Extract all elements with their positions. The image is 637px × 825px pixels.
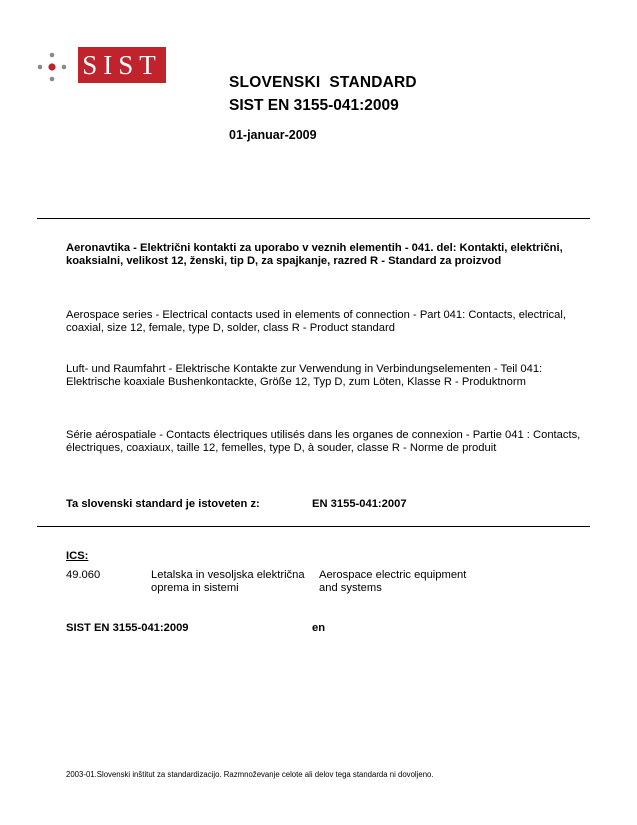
logo-text: SIST — [82, 50, 162, 80]
identical-value: EN 3155-041:2007 — [312, 498, 407, 510]
copyright-footer: 2003-01.Slovenski inštitut za standardizacijo. Razmnoževanje celote ali delov tega standarda ni dovoljeno. — [66, 770, 434, 779]
ics-heading: ICS: — [66, 550, 89, 562]
top-divider — [37, 218, 590, 219]
standard-heading: SLOVENSKI STANDARD — [229, 74, 417, 91]
standard-number: SIST EN 3155-041:2009 — [229, 97, 399, 114]
standard-language: en — [312, 622, 326, 634]
ics-code: 49.060 — [66, 569, 101, 581]
publication-date: 01-januar-2009 — [229, 128, 317, 142]
bottom-divider — [37, 526, 590, 527]
title-english: Aerospace series - Electrical contacts used in elements of connection - Part 041: Contacts, electrical, coaxial, size 12, female, type D, solder, class R - Product standard — [66, 309, 566, 334]
title-french: Série aérospatiale - Contacts électriques utilisés dans les organes de connexion - Partie 041 : Contacts, électriques, coaxiaux, taille 12, femelles, type D, à souder, classe R - Norme de produit — [66, 429, 581, 454]
title-slovenian: Aeronavtika - Električni kontakti za uporabo v veznih elementih - 041. del: Kontakti, električni, koaksialni, velikost 12, ženski, tip D, za spajkanje, razred R - Standard za proizvod — [66, 242, 563, 267]
standard-code: SIST EN 3155-041:2009 — [66, 622, 189, 634]
title-german: Luft- und Raumfahrt - Elektrische Kontakte zur Verwendung in Verbindungselementen - Teil 041: Elektrische koaxiale Bushenkontackte, Größe 12, Typ D, zum Löten, Klasse R - Produktnorm — [66, 363, 543, 388]
logo-dots-icon — [36, 52, 76, 82]
ics-description-english: Aerospace electric equipment and systems — [319, 569, 467, 594]
ics-description-slovenian: Letalska in vesoljska električna oprema in sistemi — [151, 569, 305, 594]
identical-label: Ta slovenski standard je istoveten z: — [66, 498, 260, 510]
